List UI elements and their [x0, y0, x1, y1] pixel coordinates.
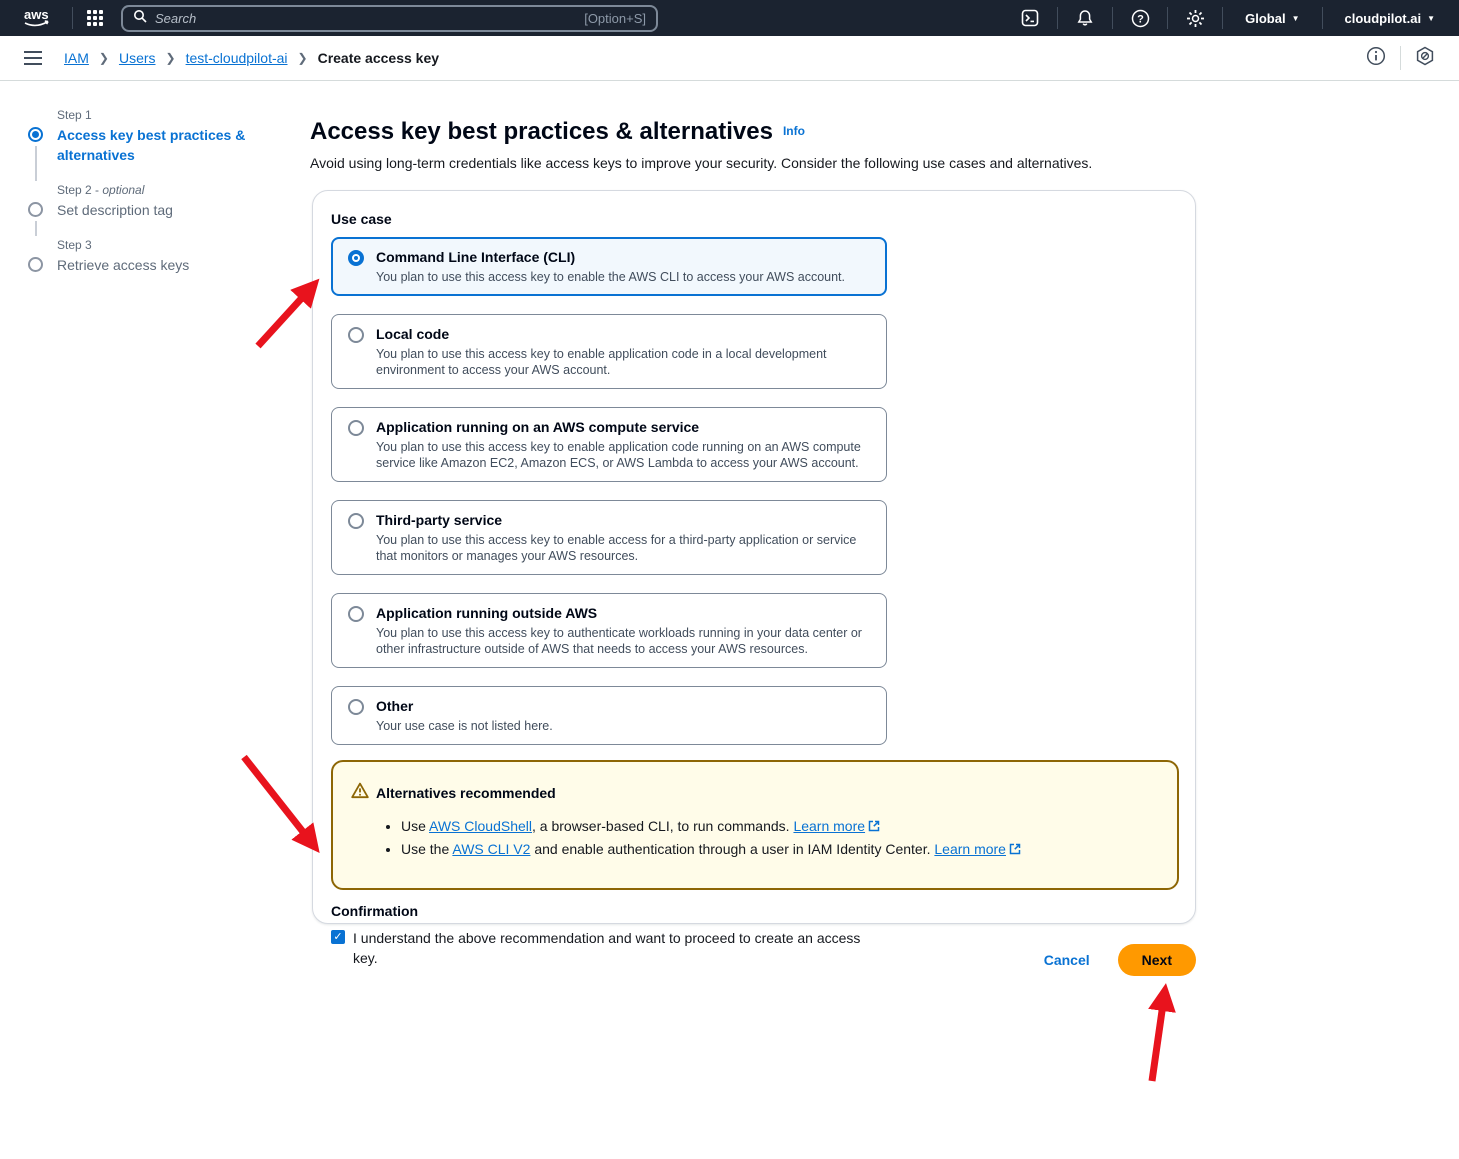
- alert-bullet-cloudshell: • Use AWS CloudShell, a browser-based CLI, to run commands. Learn more: [401, 818, 1157, 835]
- step-2-label: Step 2 - optional: [57, 183, 145, 197]
- breadcrumb-separator: ❯: [297, 51, 308, 65]
- alert-bullet-cli-v2: • Use the AWS CLI V2 and enable authentication through a user in IAM Identity Center. Learn more: [401, 841, 1157, 858]
- option-title: Local code: [376, 326, 450, 342]
- arrow-to-next-button: [1152, 997, 1164, 1081]
- option-title: Other: [376, 698, 414, 714]
- option-description: You plan to use this access key to enable application code in a local development environment to access your AWS account.: [376, 347, 827, 377]
- svg-text:?: ?: [1136, 12, 1144, 25]
- breadcrumb-separator: ❯: [98, 51, 109, 65]
- search-icon: [133, 9, 147, 28]
- option-description: You plan to use this access key to authenticate workloads running in your data center or other infrastructure outside of AWS that needs to access your AWS resources.: [376, 626, 862, 656]
- aws-cli-v2-link[interactable]: AWS CLI V2: [452, 841, 531, 857]
- radio-icon[interactable]: [348, 513, 364, 529]
- radio-icon[interactable]: [348, 420, 364, 436]
- step-3-title[interactable]: Retrieve access keys: [57, 257, 190, 273]
- radio-icon[interactable]: [348, 606, 364, 622]
- settings-gear-icon[interactable]: [1178, 0, 1212, 36]
- next-button[interactable]: Next: [1118, 944, 1196, 976]
- step-2-indicator: [28, 202, 43, 217]
- use-case-option-aws-compute[interactable]: [331, 407, 887, 482]
- top-navigation-bar: [0, 0, 1459, 36]
- account-menu[interactable]: cloudpilot.ai ▼: [1344, 10, 1435, 26]
- page-title: Access key best practices & alternatives: [310, 118, 773, 145]
- use-case-option-local-code[interactable]: [331, 314, 887, 389]
- option-description: You plan to use this access key to enable application code running on an AWS compute service like Amazon EC2, Amazon ECS, or AWS Lambda to access your AWS account.: [376, 440, 861, 470]
- use-case-option-third-party[interactable]: [331, 500, 887, 575]
- learn-more-link[interactable]: Learn more: [793, 818, 866, 834]
- radio-icon[interactable]: [348, 327, 364, 343]
- radio-selected-icon[interactable]: [348, 250, 364, 266]
- alarms-hexagon-icon[interactable]: [1415, 46, 1435, 71]
- option-title: Command Line Interface (CLI): [376, 249, 576, 265]
- cloudshell-link[interactable]: AWS CloudShell: [429, 818, 532, 834]
- confirmation-checkbox[interactable]: ✓: [331, 930, 345, 944]
- step-1[interactable]: [28, 108, 268, 165]
- info-link[interactable]: Info: [782, 124, 805, 138]
- breadcrumb: [64, 50, 439, 66]
- warning-triangle-icon: [351, 782, 369, 804]
- aws-logo[interactable]: [20, 6, 56, 30]
- step-1-indicator: [28, 127, 43, 142]
- cancel-button[interactable]: Cancel: [1043, 952, 1090, 968]
- topbar-divider: [1112, 7, 1113, 29]
- wizard-footer: [312, 944, 1196, 976]
- alternatives-warning-alert: [331, 760, 1179, 890]
- confirmation-checkbox-label[interactable]: I understand the above recommendation and want to proceed to create an access key.: [353, 930, 861, 966]
- radio-icon[interactable]: [348, 699, 364, 715]
- use-case-option-cli[interactable]: [331, 237, 887, 296]
- topbar-divider: [72, 7, 73, 29]
- step-3-indicator: [28, 257, 43, 272]
- step-1-title[interactable]: Access key best practices & alternatives: [57, 127, 246, 163]
- option-title: Application running on an AWS compute service: [376, 419, 700, 435]
- breadcrumb-bar: [0, 36, 1459, 81]
- option-title: Application running outside AWS: [376, 605, 598, 621]
- use-case-label: Use case: [331, 211, 392, 227]
- confirmation-label: Confirmation: [331, 903, 419, 919]
- chevron-down-icon: ▼: [1291, 13, 1300, 23]
- option-description: Your use case is not listed here.: [376, 719, 553, 733]
- topbar-divider: [1322, 7, 1323, 29]
- chevron-down-icon: ▼: [1427, 13, 1435, 23]
- services-grid-icon[interactable]: [83, 6, 107, 30]
- wizard-stepper: [28, 108, 268, 293]
- external-link-icon: [868, 819, 880, 835]
- breadcrumb-current-page: Create access key: [317, 50, 440, 66]
- search-shortcut-hint: [Option+S]: [584, 10, 646, 26]
- topbar-divider: [1167, 7, 1168, 29]
- step-2-title[interactable]: Set description tag: [57, 202, 173, 218]
- breadcrumb-separator: ❯: [165, 51, 176, 65]
- breadcrumb-user-name[interactable]: test-cloudpilot-ai: [185, 50, 288, 66]
- external-link-icon: [1009, 842, 1021, 858]
- option-title: Third-party service: [376, 512, 503, 528]
- cloudshell-icon[interactable]: [1013, 0, 1047, 36]
- option-description: You plan to use this access key to enable the AWS CLI to access your AWS account.: [376, 270, 846, 284]
- page-subtitle: Avoid using long-term credentials like access keys to improve your security. Consider the following use cases and alternatives.: [310, 155, 1093, 171]
- step-3-label: Step 3: [57, 238, 92, 252]
- arrow-to-confirmation: [244, 757, 311, 842]
- help-icon[interactable]: [1123, 0, 1157, 36]
- breadcrumb-iam[interactable]: IAM: [64, 50, 89, 66]
- step-3[interactable]: [28, 238, 268, 275]
- breadcrumb-users[interactable]: Users: [118, 50, 156, 66]
- option-description: You plan to use this access key to enable access for a third-party application or service that monitors or manages your AWS resources.: [376, 533, 857, 563]
- use-case-option-other[interactable]: [331, 686, 887, 745]
- global-search[interactable]: [121, 5, 658, 32]
- info-panel-icon[interactable]: [1366, 46, 1386, 71]
- step-2[interactable]: [28, 183, 268, 220]
- breadcrumb-bar-divider: [1400, 46, 1401, 70]
- svg-text:aws: aws: [24, 7, 49, 22]
- topbar-divider: [1057, 7, 1058, 29]
- topbar-divider: [1222, 7, 1223, 29]
- region-selector[interactable]: Global ▼: [1245, 10, 1300, 26]
- use-case-option-outside-aws[interactable]: [331, 593, 887, 668]
- search-input[interactable]: [155, 11, 584, 26]
- notifications-bell-icon[interactable]: [1068, 0, 1102, 36]
- side-menu-icon[interactable]: [24, 51, 42, 65]
- learn-more-link[interactable]: Learn more: [934, 841, 1006, 857]
- step-1-label: Step 1: [57, 108, 92, 122]
- alert-title: Alternatives recommended: [376, 785, 556, 801]
- arrow-to-cli-option: [258, 289, 310, 346]
